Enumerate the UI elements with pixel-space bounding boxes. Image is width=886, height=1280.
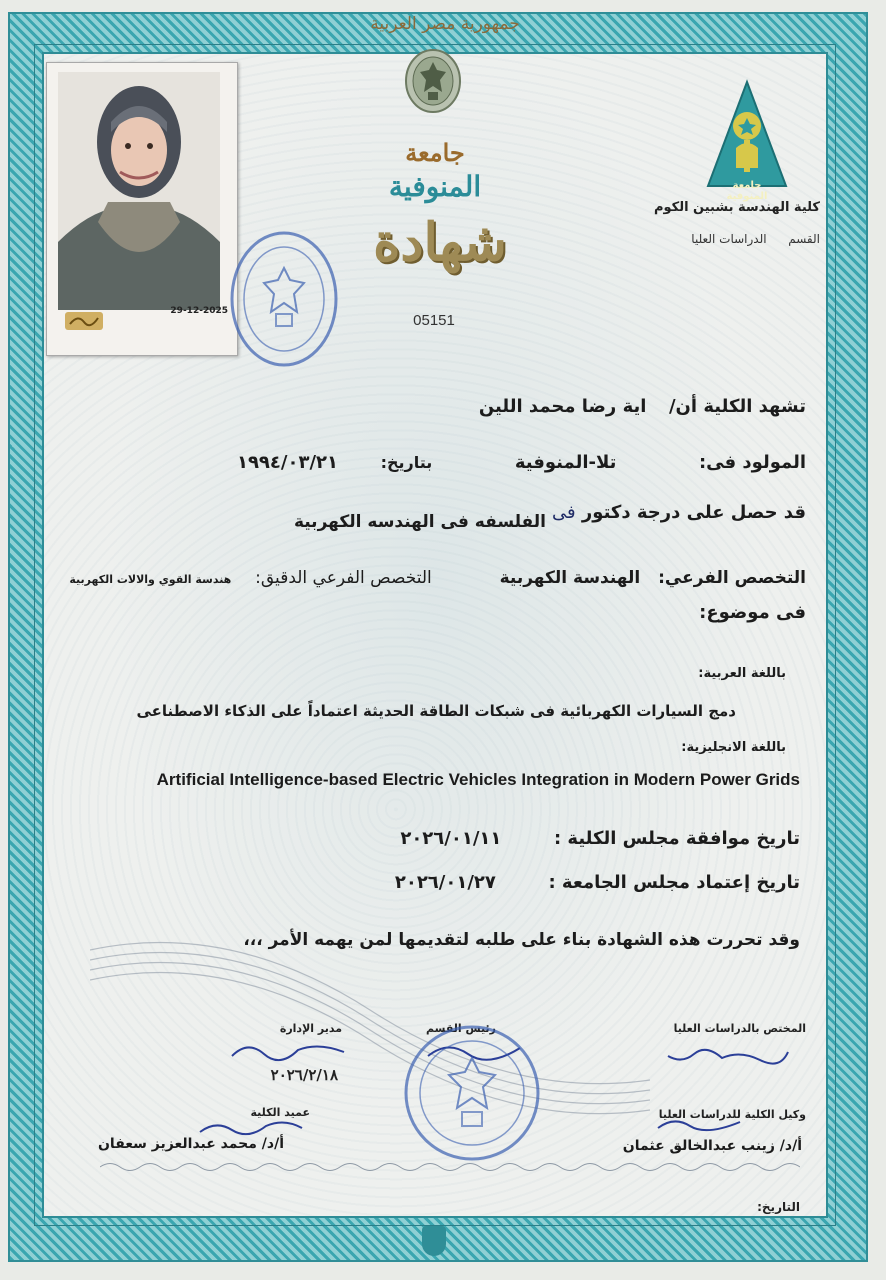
portrait-image [58,72,220,310]
photo-seal-icon [228,228,340,370]
degree-prefix-handwritten: فى [552,502,576,523]
topic-label: فى موضوع: [699,602,806,623]
vice-dean-signature-icon [654,1112,744,1134]
degree-field: الفلسفه فى الهندسه الكهربية [293,512,546,532]
born-in-row [237,452,806,473]
arabic-label: باللغة العربية: [698,666,786,681]
photo-date: 29-12-2025 [170,306,228,316]
admin-director-date: ٢٠٢٦/٢/١٨ [270,1066,338,1084]
logo-caption: جامعة المنوفية [726,180,768,202]
closing-text: وقد تحررت هذه الشهادة بناء على طلبه لتقديمها لمن يهمه الأمر ،،، [243,930,800,950]
serial-number: 05151 [413,312,455,329]
grad-studies-officer-label: المختص بالدراسات العليا [673,1022,806,1035]
faculty-council-label: تاريخ موافقة مجلس الكلية : [553,828,800,849]
vice-dean-label: وكيل الكلية للدراسات العليا [658,1108,806,1121]
birth-date-label: بتاريخ: [380,453,433,472]
department-line [620,232,820,246]
grad-studies-signature-icon [664,1042,792,1068]
dean-label: عميد الكلية [250,1106,310,1119]
certificate-title: شهادة [373,212,507,273]
degree-row [552,502,806,523]
student-name: اية رضا محمد اللين [478,396,647,417]
birth-date: ١٩٩٤/٠٣/٢١ [236,452,338,473]
specialization-value: الهندسة الكهربية [499,568,641,588]
photo-stamp-icon [64,310,104,332]
english-thesis-title: Artificial Intelligence-based Electric Vehicles Integration in Modern Power Grids [156,770,800,789]
bottom-emblem-icon [422,1226,446,1256]
certifies-label: تشهد الكلية أن/ [668,396,806,417]
department-name: الدراسات العليا [691,232,767,246]
faculty-council-date: ٢٠٢٦/٠١/١١ [400,828,502,849]
birthplace: تلا-المنوفية [514,452,617,473]
english-label: باللغة الانجليزية: [681,740,786,755]
sub-specialization-value: هندسة القوي والالات الكهربية [69,573,232,586]
university-council-date: ٢٠٢٦/٠١/٢٧ [394,872,496,893]
date-label: التاريخ: [757,1200,800,1214]
university-label: جامعة [405,138,465,167]
sub-specialization-label: التخصص الفرعي الدقيق: [255,568,432,588]
eagle-emblem-icon [404,48,462,114]
faculty-seal-icon [402,1022,542,1164]
admin-director-signature-icon [228,1036,348,1064]
admin-director-label: مدير الإدارة [279,1022,342,1035]
faculty-council-row [400,828,800,849]
degree-text: قد حصل على درجة دكتور [581,502,806,523]
department-label: القسم [788,232,820,246]
university-council-row [395,872,800,893]
dean-name: أ/د/ محمد عبدالعزيز سعفان [97,1136,284,1152]
vice-dean-name: أ/د/ زينب عبدالخالق عثمان [622,1138,802,1154]
arabic-thesis-title: دمج السيارات الكهربائية فى شبكات الطاقة الحديثة اعتماداً على الذكاء الاصطناعى [136,702,736,720]
university-council-label: تاريخ إعتماد مجلس الجامعة : [548,872,800,893]
dept-head-label: رئيس القسم [426,1022,496,1035]
specialization-row [69,568,806,588]
student-photo [58,72,220,310]
born-in-label: المولود فى: [698,452,806,473]
faculty-name: كلية الهندسة بشبين الكوم [653,200,820,215]
certifies-row [479,396,806,417]
republic-banner: جمهورية مصر العربية [370,14,520,34]
guilloche-pattern [90,930,650,1130]
university-name: المنوفية [388,170,482,203]
specialization-label: التخصص الفرعي: [658,568,806,588]
wave-divider [100,1160,800,1174]
